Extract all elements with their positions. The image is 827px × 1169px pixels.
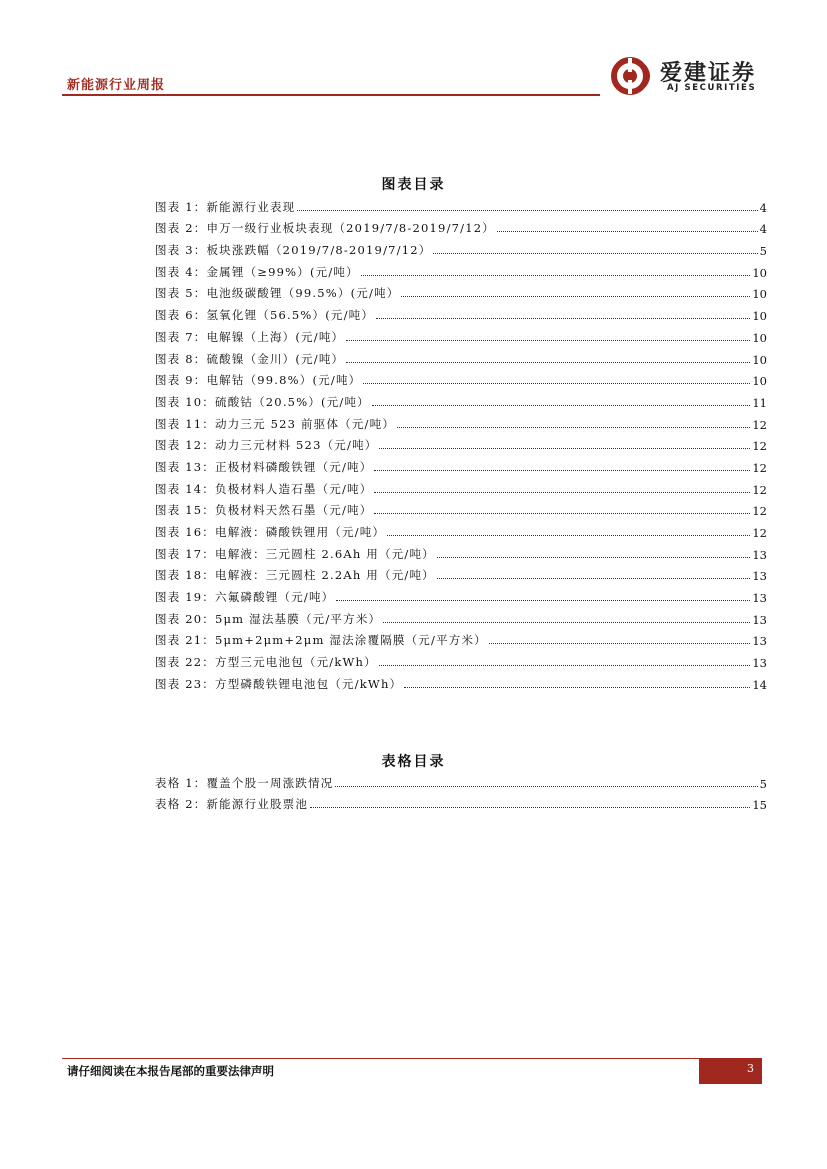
toc-leader-dots xyxy=(489,643,750,644)
toc-entry[interactable] xyxy=(155,367,767,389)
toc-entry-label: 图表 16：电解液：磷酸铁锂用（元/吨） xyxy=(155,525,386,539)
toc-leader-dots xyxy=(379,448,750,449)
toc-entry-page: 13 xyxy=(752,656,767,671)
toc-entry-page: 12 xyxy=(752,504,767,519)
figures-toc-title: 图表目录 xyxy=(381,177,446,193)
toc-leader-dots xyxy=(372,405,750,406)
toc-entry[interactable] xyxy=(155,236,767,258)
toc-entry-page: 10 xyxy=(752,265,767,280)
toc-entry[interactable] xyxy=(155,605,767,627)
toc-leader-dots xyxy=(374,470,750,471)
toc-entry-label: 图表 12：动力三元材料 523（元/吨） xyxy=(155,438,378,453)
toc-entry[interactable] xyxy=(155,215,767,237)
toc-leader-dots xyxy=(397,427,750,428)
toc-entry[interactable] xyxy=(155,518,767,540)
toc-entry-label: 图表 10：硫酸钴（20.5%）(元/吨） xyxy=(155,394,370,409)
toc-entry-page: 12 xyxy=(752,460,767,475)
page-number: 3 xyxy=(699,1058,762,1084)
toc-entry[interactable] xyxy=(155,497,767,519)
toc-entry-page: 5 xyxy=(759,776,767,791)
toc-entry-page: 13 xyxy=(752,569,767,584)
toc-entry-page: 10 xyxy=(752,287,767,302)
toc-entry[interactable] xyxy=(155,475,767,497)
toc-leader-dots xyxy=(335,786,757,787)
toc-entry[interactable] xyxy=(155,345,767,367)
toc-entry[interactable] xyxy=(155,432,767,454)
tables-toc-list xyxy=(155,769,767,812)
toc-entry-page: 5 xyxy=(759,244,767,259)
figures-toc-list xyxy=(155,193,767,692)
toc-entry-label: 图表 13：正极材料磷酸铁锂（元/吨） xyxy=(155,459,373,474)
logo-chinese-name: 爱建证券 xyxy=(660,61,757,86)
toc-entry-label: 图表 23：方型磷酸铁锂电池包（元/kWh） xyxy=(155,676,403,691)
toc-entry[interactable] xyxy=(155,627,767,649)
toc-leader-dots xyxy=(497,231,758,232)
report-series-title: 新能源行业周报 xyxy=(67,78,166,93)
toc-entry-page: 12 xyxy=(752,417,767,432)
toc-entry-page: 13 xyxy=(752,634,767,649)
toc-leader-dots xyxy=(401,296,750,297)
toc-entry[interactable] xyxy=(155,453,767,475)
toc-entry[interactable] xyxy=(155,791,767,813)
toc-entry[interactable] xyxy=(155,769,767,791)
toc-entry-page: 15 xyxy=(752,798,767,813)
toc-entry-label: 图表 7：电解镍（上海）(元/吨） xyxy=(155,329,345,344)
toc-entry-page: 13 xyxy=(752,591,767,606)
toc-leader-dots xyxy=(437,557,750,558)
toc-leader-dots xyxy=(361,275,751,276)
toc-leader-dots xyxy=(310,807,750,808)
toc-leader-dots xyxy=(336,600,750,601)
toc-leader-dots xyxy=(374,492,750,493)
footer-divider xyxy=(62,1058,700,1059)
toc-entry-label: 图表 15：负极材料天然石墨（元/吨） xyxy=(155,503,373,518)
toc-leader-dots xyxy=(383,622,750,623)
toc-leader-dots xyxy=(363,383,750,384)
toc-leader-dots xyxy=(346,362,750,363)
toc-leader-dots xyxy=(346,340,750,341)
company-logo xyxy=(610,56,770,96)
toc-entry-page: 13 xyxy=(752,612,767,627)
toc-entry-page: 10 xyxy=(752,330,767,345)
toc-entry-label: 图表 14：负极材料人造石墨（元/吨） xyxy=(155,481,373,496)
toc-entry[interactable] xyxy=(155,258,767,280)
toc-entry-page: 4 xyxy=(759,222,767,237)
toc-entry[interactable] xyxy=(155,388,767,410)
toc-entry-page: 10 xyxy=(752,352,767,367)
toc-entry-page: 12 xyxy=(752,482,767,497)
toc-entry-label: 图表 9：电解钴（99.8%）(元/吨） xyxy=(155,373,362,388)
toc-leader-dots xyxy=(433,253,757,254)
toc-entry-page: 13 xyxy=(752,547,767,562)
toc-leader-dots xyxy=(376,318,750,319)
toc-entry-label: 图表 2：申万一级行业板块表现（2019/7/8-2019/7/12） xyxy=(155,221,495,236)
toc-entry-label: 图表 5：电池级碳酸锂（99.5%）(元/吨） xyxy=(155,286,400,301)
toc-entry-page: 10 xyxy=(752,309,767,324)
toc-leader-dots xyxy=(297,210,757,211)
toc-entry[interactable] xyxy=(155,540,767,562)
toc-entry[interactable] xyxy=(155,323,767,345)
toc-entry-label: 图表 19：六氟磷酸锂（元/吨） xyxy=(155,590,335,605)
toc-entry[interactable] xyxy=(155,562,767,584)
toc-entry-page: 11 xyxy=(752,395,767,410)
toc-entry[interactable] xyxy=(155,670,767,692)
toc-entry[interactable] xyxy=(155,583,767,605)
toc-entry-label: 图表 22：方型三元电池包（元/kWh） xyxy=(155,655,377,670)
toc-leader-dots xyxy=(387,535,750,536)
toc-entry-page: 4 xyxy=(759,200,767,215)
toc-entry[interactable] xyxy=(155,410,767,432)
toc-leader-dots xyxy=(437,578,750,579)
toc-entry-page: 10 xyxy=(752,374,767,389)
logo-mark-icon xyxy=(610,56,654,96)
toc-entry-label: 图表 18：电解液：三元圆柱 2.2Ah 用（元/吨） xyxy=(155,568,435,583)
toc-entry[interactable] xyxy=(155,648,767,670)
toc-entry-label: 图表 17：电解液：三元圆柱 2.6Ah 用（元/吨） xyxy=(155,546,435,561)
toc-entry-page: 12 xyxy=(752,526,767,540)
toc-entry-label: 图表 8：硫酸镍（金川）(元/吨） xyxy=(155,351,345,366)
legal-disclaimer-note: 请仔细阅读在本报告尾部的重要法律声明 xyxy=(67,1064,274,1078)
toc-entry-label: 图表 3：板块涨跌幅（2019/7/8-2019/7/12） xyxy=(155,243,432,258)
toc-leader-dots xyxy=(379,665,751,666)
toc-entry-label: 图表 11：动力三元 523 前驱体（元/吨） xyxy=(155,416,396,431)
toc-entry-label: 图表 21：5μm+2μm+2μm 湿法涂覆隔膜（元/平方米） xyxy=(155,633,487,648)
toc-entry-label: 图表 20：5μm 湿法基膜（元/平方米） xyxy=(155,611,382,626)
toc-leader-dots xyxy=(404,687,750,688)
toc-entry[interactable] xyxy=(155,193,767,215)
toc-entry-label: 图表 6：氢氧化锂（56.5%）(元/吨） xyxy=(155,308,375,323)
toc-entry-page: 14 xyxy=(752,677,767,692)
toc-entry[interactable] xyxy=(155,301,767,323)
toc-leader-dots xyxy=(374,513,750,514)
tables-toc-title: 表格目录 xyxy=(381,754,446,770)
toc-entry-label: 图表 4：金属锂（≥99%）(元/吨） xyxy=(155,264,359,279)
toc-entry-label: 图表 1：新能源行业表现 xyxy=(155,199,296,214)
header-divider xyxy=(62,94,600,96)
toc-entry-page: 12 xyxy=(752,439,767,454)
toc-entry-label: 表格 2：新能源行业股票池 xyxy=(155,797,309,812)
toc-entry[interactable] xyxy=(155,280,767,302)
logo-english-name: AJ SECURITIES xyxy=(667,83,757,93)
toc-entry-label: 表格 1：覆盖个股一周涨跌情况 xyxy=(155,775,334,790)
